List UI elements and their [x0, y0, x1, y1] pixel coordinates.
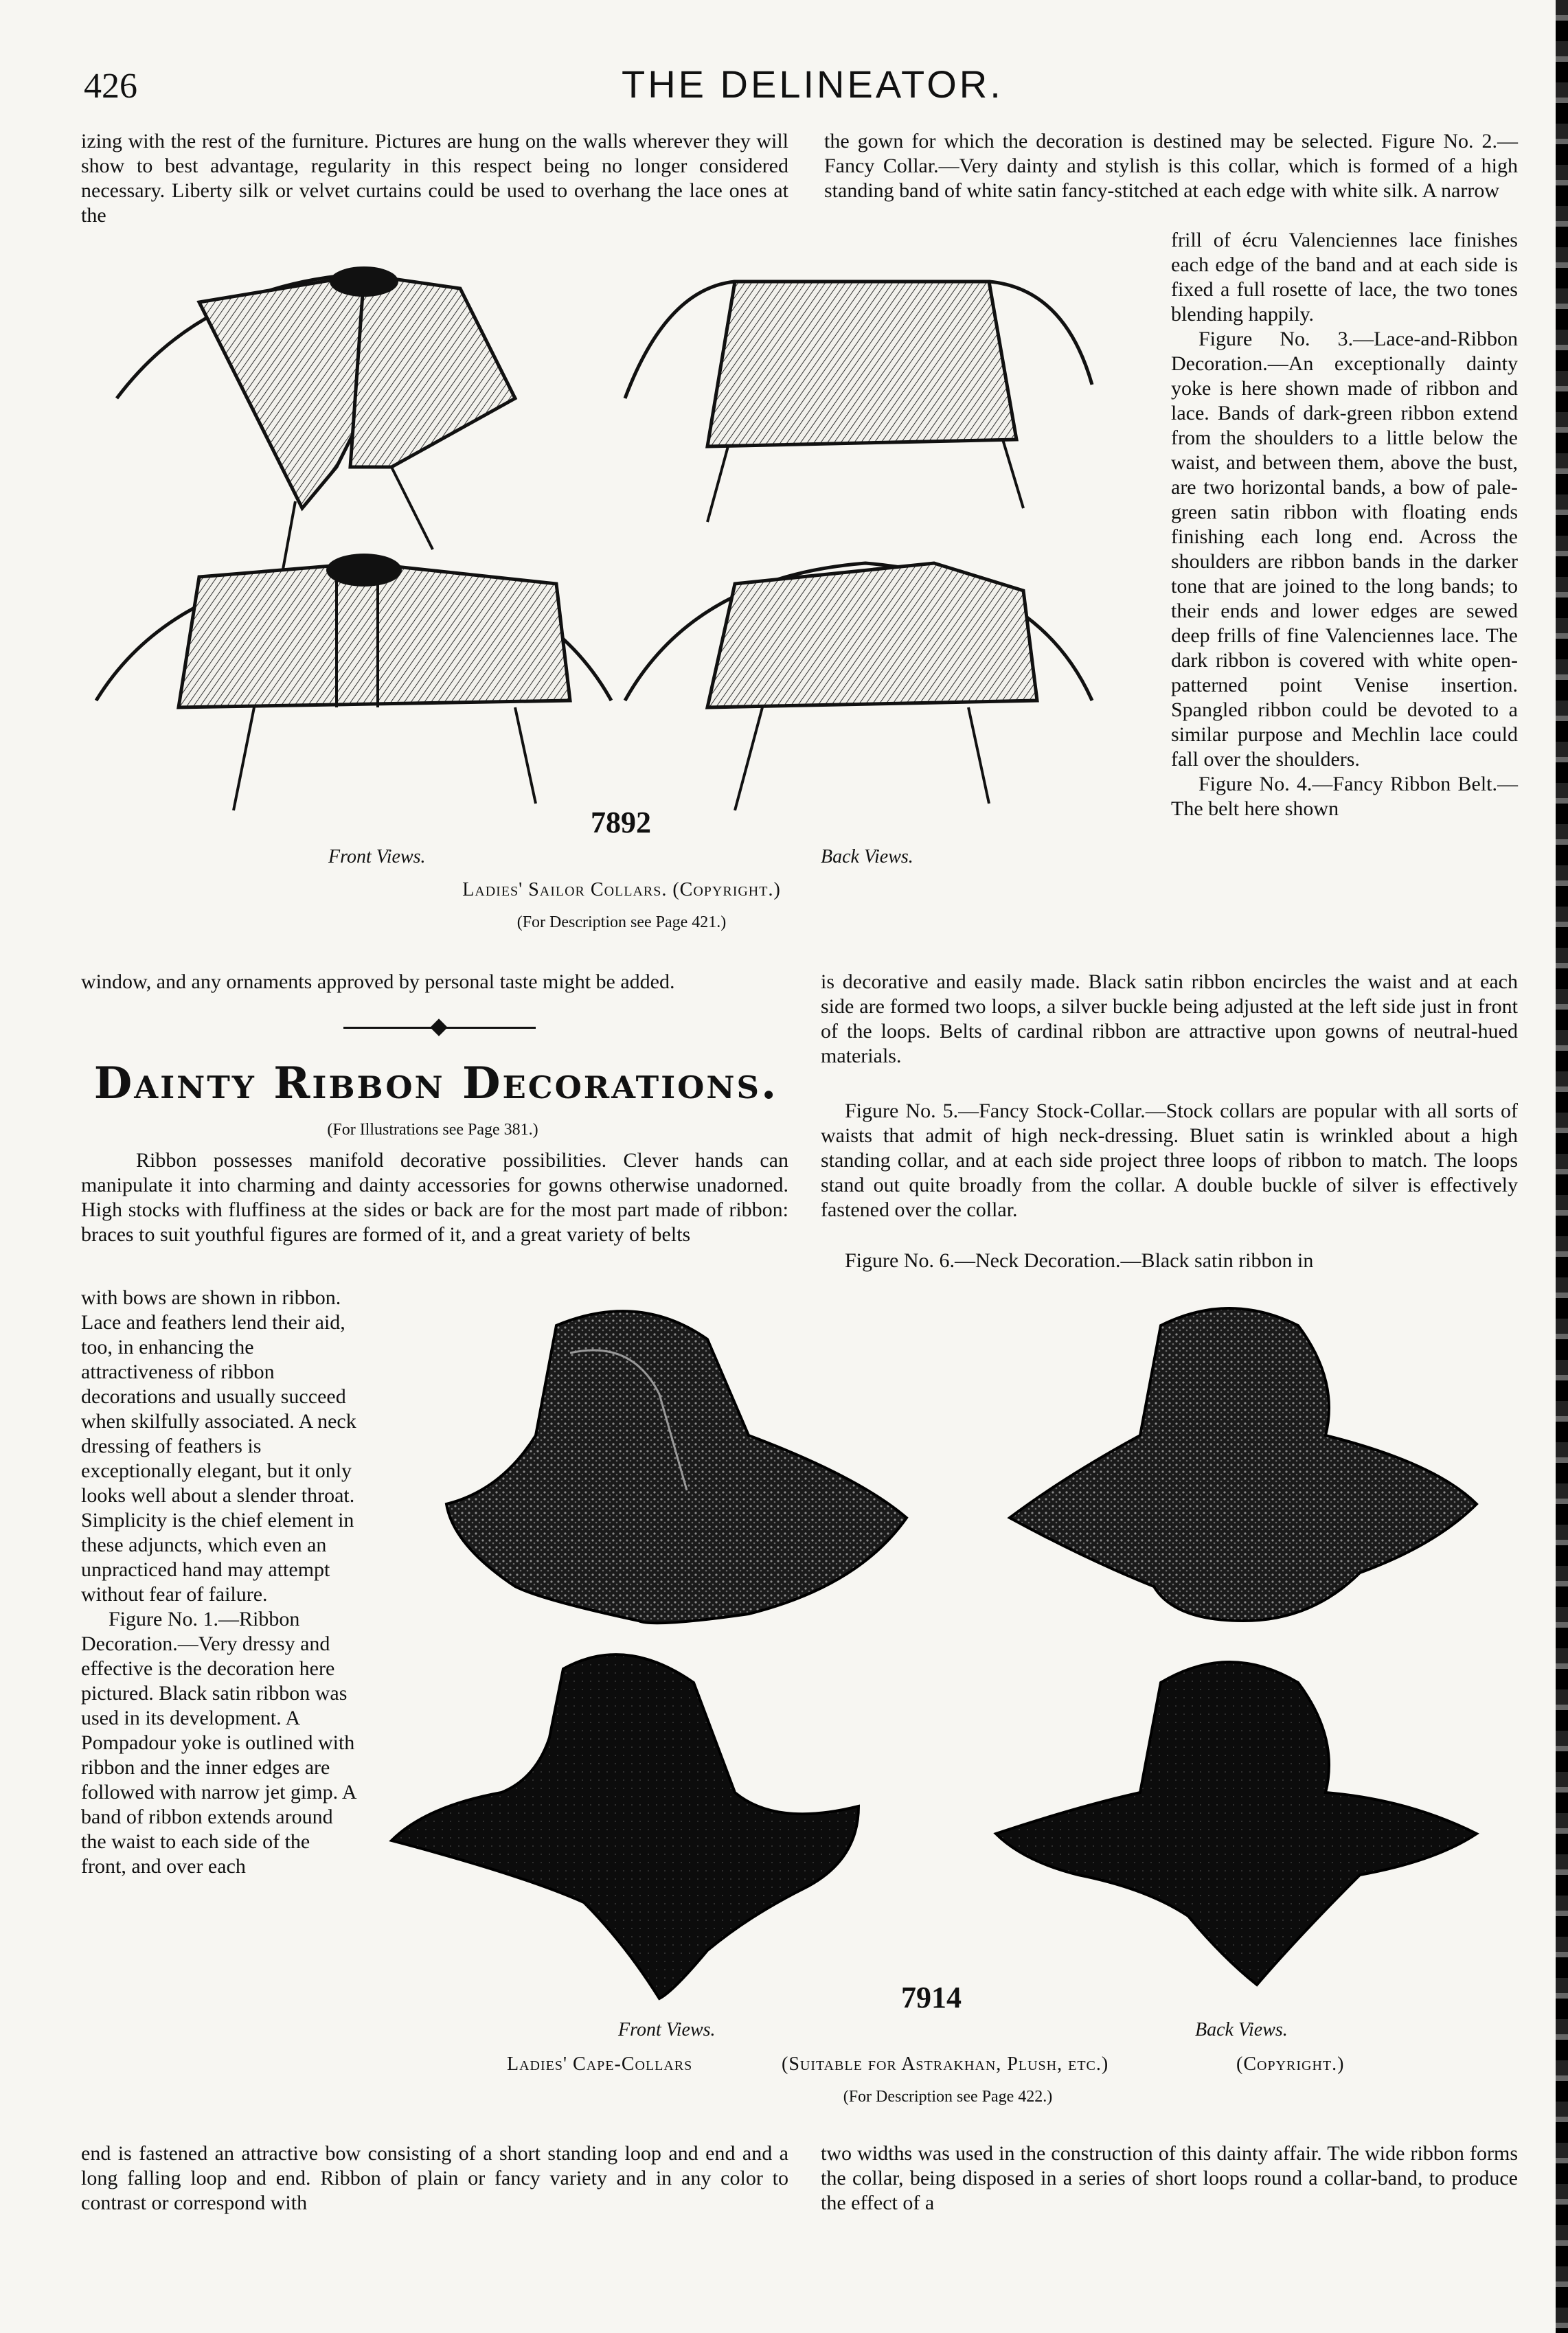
page-title: THE DELINEATOR. — [622, 62, 1003, 106]
window-paragraph: window, and any ornaments approved by personal taste might be added. — [81, 970, 675, 993]
article-heading: Dainty Ribbon Decorations. — [93, 1058, 779, 1109]
figure-2-copyright: (Copyright.) — [1236, 2053, 1345, 2075]
divider-ornament — [430, 1018, 447, 1036]
sailor-collars-illustration — [76, 261, 1168, 865]
figure-1-reference: (For Description see Page 421.) — [516, 913, 727, 931]
cape-collars-illustration — [364, 1298, 1525, 2005]
top-right-paragraph: the gown for which the decoration is destined may be selected. Figure No. 2.—Fancy Collar.—Very dainty and stylish is this collar, which is formed of a high standing band of white satin fancy-stitched at each edge with white silk. A narrow — [824, 130, 1518, 202]
right-column — [1171, 228, 1518, 821]
stock-collar-paragraph: Figure No. 5.—Fancy Stock-Collar.—Stock collars are popular with all sorts of waists that admit of high neck-dressing. Bluet satin is wrinkled about a high standing collar, and at each side project three loops of ribbon to match. The loops stand out quite broadly from the collar. A double buckle of silver is effectively fastened over the collar. — [821, 1100, 1518, 1221]
article-intro-paragraph: Ribbon possesses manifold decorative possibilities. Clever hands can manipulate it into charming and dainty accessories for gowns otherwise unadorned. High stocks with fluffiness at the sides or back are for the most part made of ribbon: braces to suit youthful figures are formed of it, and a great variety of belts — [81, 1149, 788, 1246]
bottom-left-paragraph: end is fastened an attractive bow consisting of a short standing loop and end and a long falling loop and end. Ribbon of plain or fancy variety and in any color to contrast or correspond with — [81, 2142, 788, 2214]
narrow-column-para-2: Figure No. 1.—Ribbon Decoration.—Very dressy and effective is the decoration here pictured. Black satin ribbon was used in its development. A Pompadour yoke is outlined with ribbon and the inner edges are followed with narrow jet gimp. A band of ribbon extends around the waist to each side of the front, and over each — [81, 1608, 356, 1878]
top-left-paragraph: izing with the rest of the furniture. Pictures are hung on the walls wherever they will show to best advantage, regularity in this respect being no longer considered necessary. Liberty silk or velvet curtains could be used to overhang the lace ones at the — [81, 130, 788, 227]
figure-1-caption: Ladies' Sailor Collars. (Copyright.) — [462, 879, 781, 900]
figure-2-caption: Ladies' Cape-Collars — [507, 2053, 693, 2075]
bottom-right-paragraph: two widths was used in the construction of this dainty affair. The wide ribbon forms the collar, being disposed in a series of short loops round a collar-band, to produce the effect of a — [821, 2142, 1518, 2214]
page-number: 426 — [84, 67, 137, 106]
neck-decoration-paragraph: Figure No. 6.—Neck Decoration.—Black satin ribbon in — [845, 1249, 1314, 1272]
figure-2-reference: (For Description see Page 422.) — [843, 2088, 1053, 2106]
figure-2-back-label: Back Views. — [1195, 2019, 1288, 2040]
figure-2-front-label: Front Views. — [618, 2019, 716, 2040]
figure-2-number: 7914 — [901, 1981, 962, 2014]
belt-paragraph: is decorative and easily made. Black satin ribbon encircles the waist and at each side are formed two loops, a silver buckle being adjusted at the left side just in front of the loops. Belts of cardinal ribbon are attractive upon gowns of neutral-hued materials. — [821, 970, 1518, 1067]
figure-1-front-label: Front Views. — [328, 846, 426, 867]
narrow-column — [81, 1286, 357, 1879]
right-column-para-3: Figure No. 4.—Fancy Ribbon Belt.—The belt here shown — [1171, 773, 1518, 820]
figure-1-number: 7892 — [591, 806, 651, 839]
article-illustrations-reference: (For Illustrations see Page 381.) — [327, 1121, 538, 1139]
right-column-para-1: frill of écru Valenciennes lace finishes each edge of the band and at each side is fixed a full rosette of lace, the two tones blending happily. — [1171, 229, 1518, 326]
page-edge-shadow — [1556, 0, 1568, 2333]
narrow-column-para-1: with bows are shown in ribbon. Lace and feathers lend their aid, too, in enhancing the attractiveness of ribbon decorations and usually succeed when skilfully associated. A neck dressing of feathers is exceptionally elegant, but it only looks well about a slender throat. Simplicity is the chief element in these adjuncts, which even an unpracticed hand may attempt without fear of failure. — [81, 1286, 356, 1606]
right-column-para-2: Figure No. 3.—Lace-and-Ribbon Decoration.—An exceptionally dainty yoke is here shown made of ribbon and lace. Bands of dark-green ribbon extend from the shoulders to a little below the waist, and between them, above the bust, are two horizontal bands, a bow of pale-green satin ribbon with floating ends finishing each long end. Across the shoulders are ribbon bands in the darker tone that are joined to the long bands; to their ends and lower edges are sewed deep frills of fine Valenciennes lace. The dark ribbon is covered with white open-patterned point Venise insertion. Spangled ribbon could be devoted to a similar purpose and Mechlin lace could fall over the shoulders. — [1171, 328, 1518, 771]
figure-1-back-label: Back Views. — [821, 846, 913, 867]
figure-2-suitable-note: (Suitable for Astrakhan, Plush, etc.) — [782, 2053, 1109, 2075]
